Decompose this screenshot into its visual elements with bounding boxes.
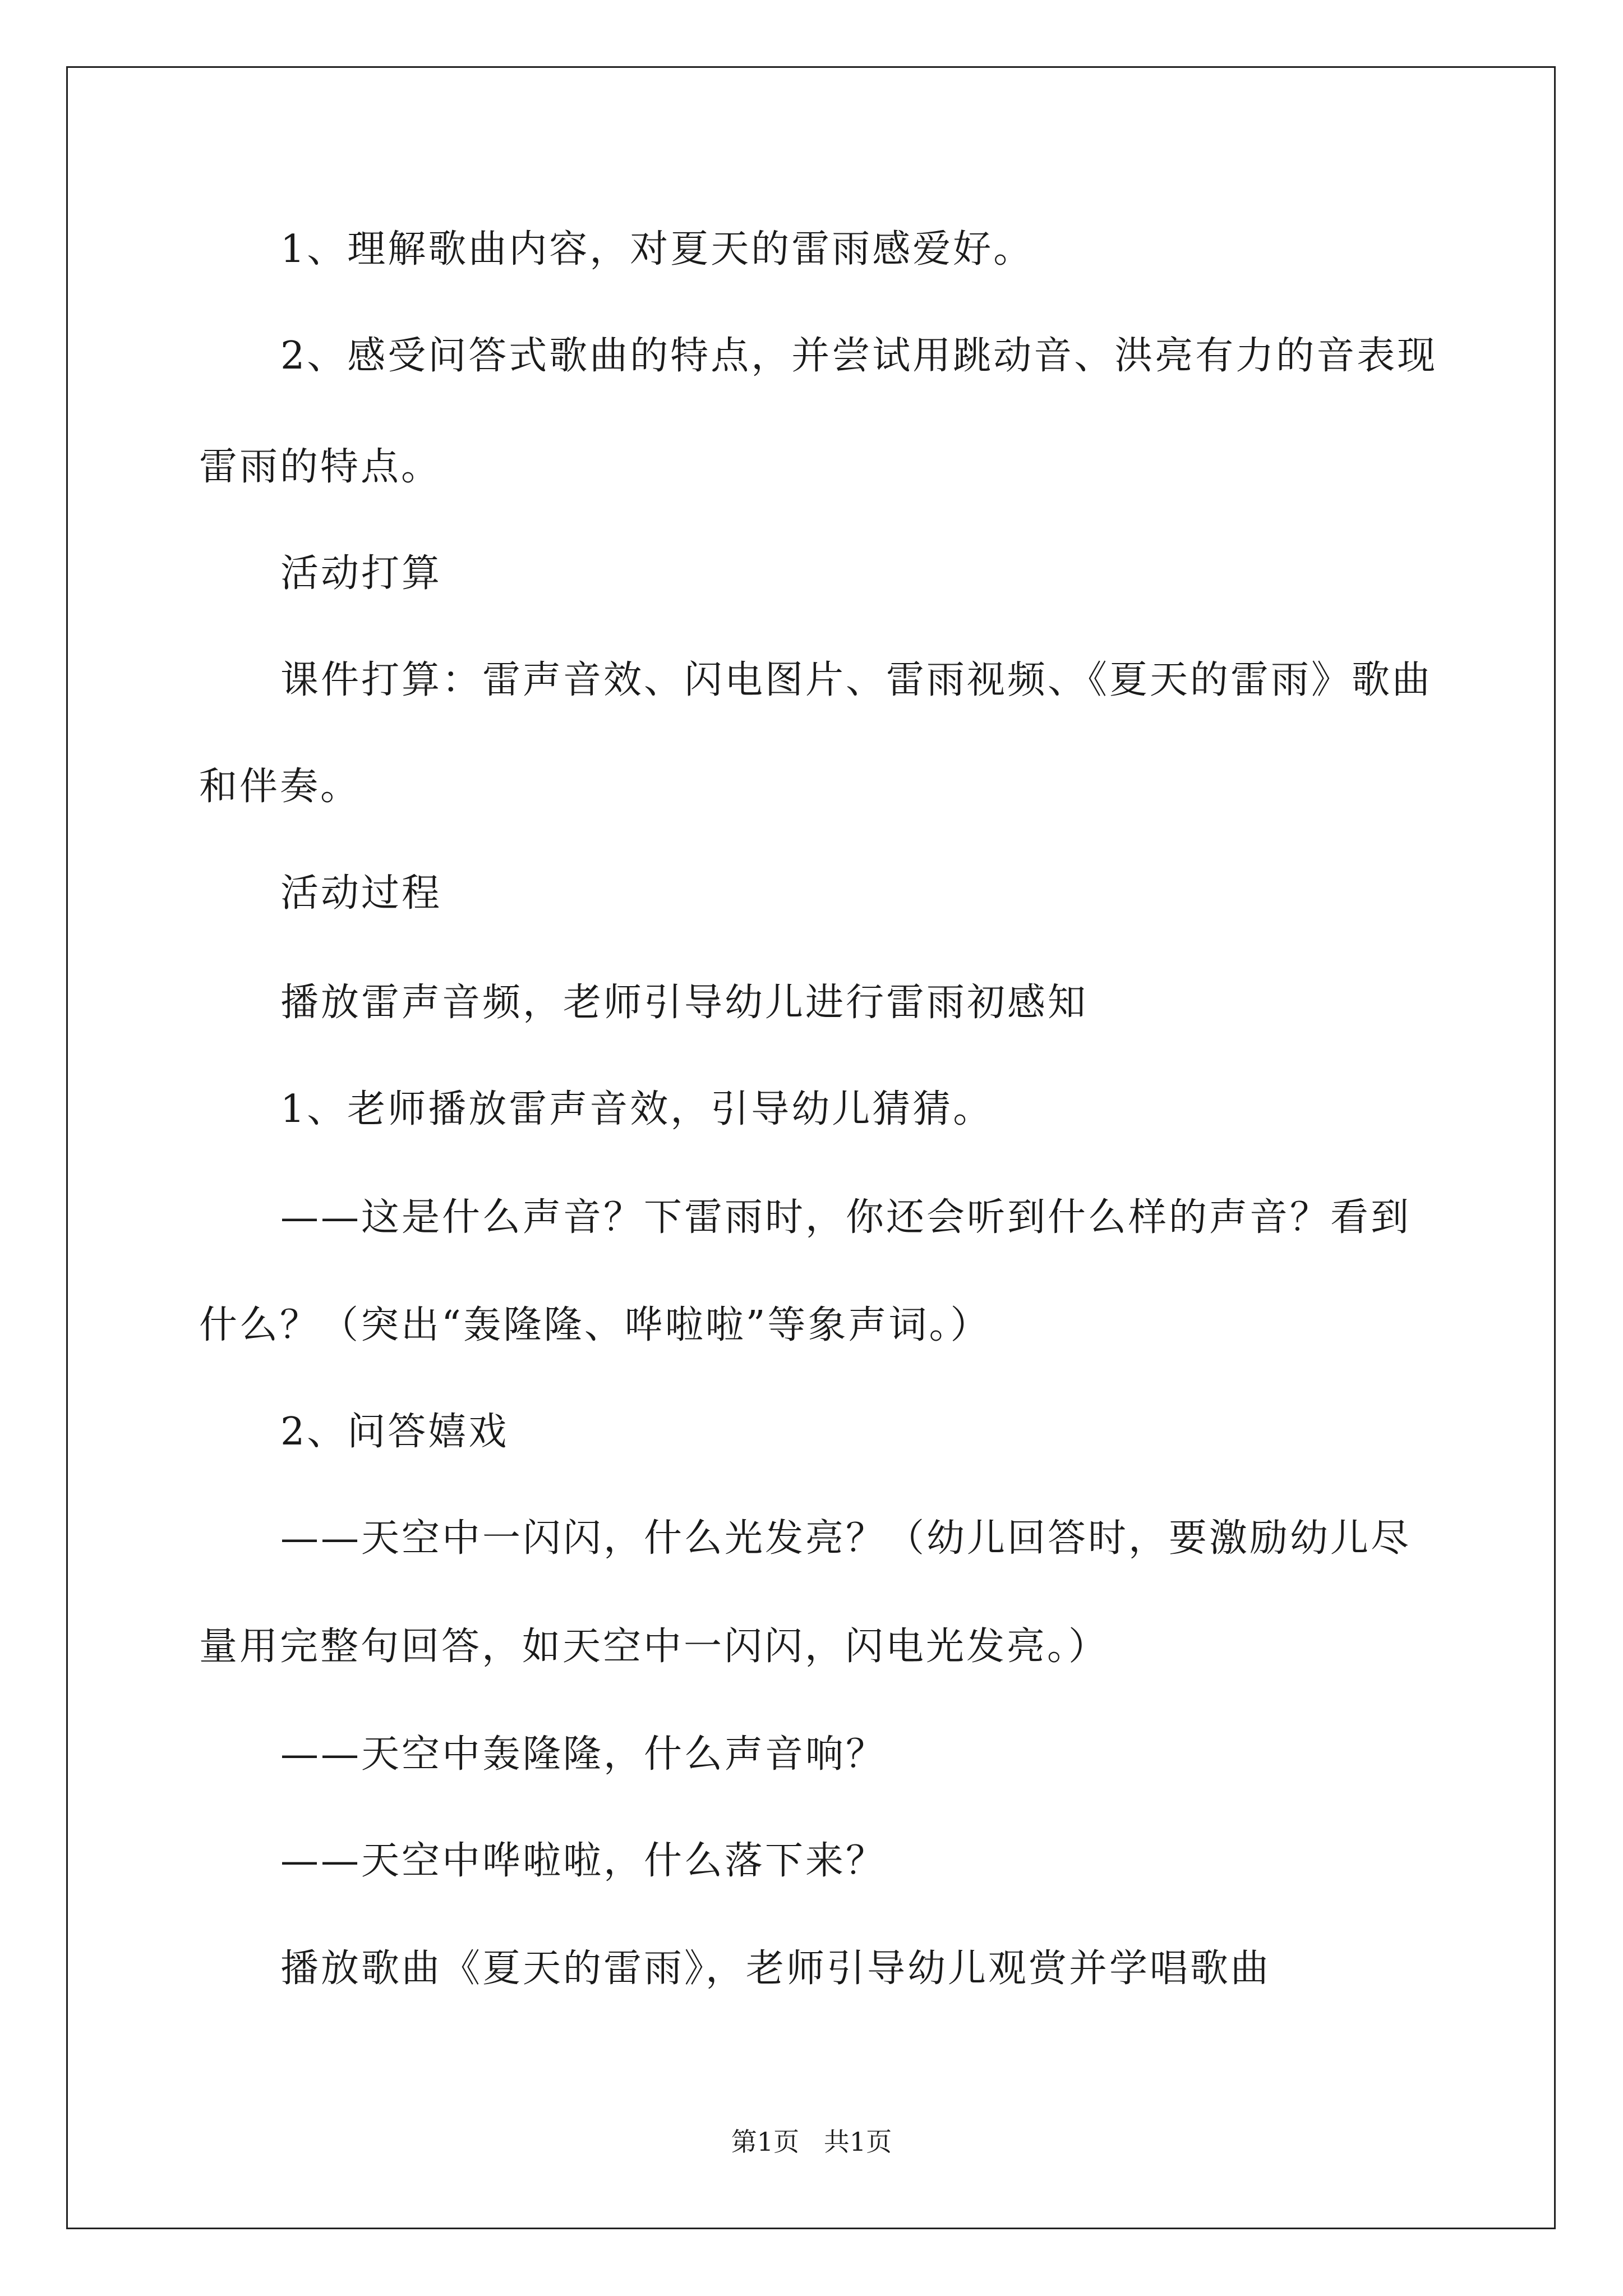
qa-3: ——天空中哗啦啦，什么落下来？: [280, 1839, 887, 1883]
page-footer: 第1页 共1页: [731, 2127, 892, 2157]
page-border: [66, 66, 1556, 2229]
heading-process: 活动过程: [280, 871, 442, 915]
question-1-line-2: 什么？（突出“轰隆隆、哗啦啦”等象声词。）: [199, 1303, 991, 1347]
qa-1-line-2: 量用完整句回答，如天空中一闪闪，闪电光发亮。）: [199, 1625, 1109, 1669]
song-step: 播放歌曲《夏天的雷雨》，老师引导幼儿观赏并学唱歌曲: [280, 1947, 1271, 1991]
step-2: 2、问答嬉戏: [280, 1410, 509, 1454]
prep-line-2: 和伴奏。: [199, 765, 361, 809]
goal-1: 1、理解歌曲内容，对夏天的雷雨感爱好。: [280, 227, 1034, 272]
qa-1-line-1: ——天空中一闪闪，什么光发亮？（幼儿回答时，要激励幼儿尽: [280, 1516, 1412, 1561]
heading-preparation: 活动打算: [280, 551, 442, 596]
qa-2: ——天空中轰隆隆，什么声音响？: [280, 1732, 887, 1777]
goal-2-line-1: 2、感受问答式歌曲的特点，并尝试用跳动音、洪亮有力的音表现: [280, 334, 1438, 378]
goal-2-line-2: 雷雨的特点。: [199, 445, 442, 489]
prep-line-1: 课件打算：雷声音效、闪电图片、雷雨视频、《夏天的雷雨》歌曲: [280, 658, 1433, 702]
process-intro: 播放雷声音频，老师引导幼儿进行雷雨初感知: [280, 981, 1089, 1025]
step-1: 1、老师播放雷声音效，引导幼儿猜猜。: [280, 1087, 994, 1131]
question-1-line-1: ——这是什么声音？下雷雨时，你还会听到什么样的声音？看到: [280, 1195, 1412, 1240]
